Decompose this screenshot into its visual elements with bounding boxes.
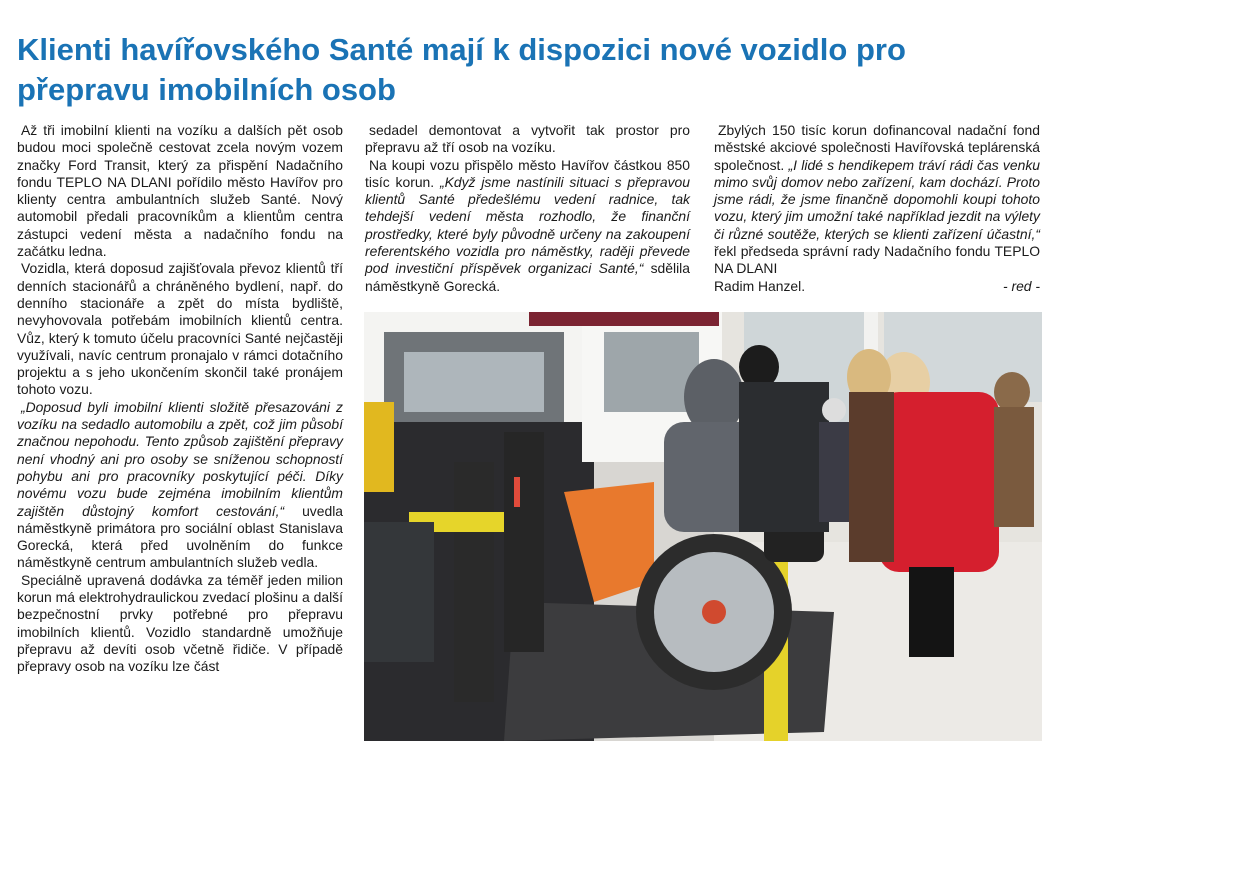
paragraph: Vozidla, která doposud zajišťovala převoz klientů tří denních stacionářů a chráněného bydlení, např. do denního stacionáře a zpět do místa bydliště, nevyhovovala potřebám imobilních klientů centra. Vůz, který k tomuto účelu pracovníci Santé nejčastěji využívali, navíc centrum pronajalo v rámci dotačního projektu a s jeho ukončením skončil také pronájem tohoto vozu. [17,260,343,398]
text: Zbylých 150 tisíc korun dofinancoval nadační fond městské akciové společnosti Havířovská teplárenská společnost. [714,122,1040,173]
paragraph [17,399,343,572]
editorial-tag: - red - [1002,277,1040,294]
paragraph: Až tři imobilní klienti na vozíku a dalších pět osob budou moci společně cestovat zcela novým vozem značky Ford Transit, který za přispění Nadačního fondu TEPLO NA DLANI pořídilo město Havířov pro klienty centra ambulantních služeb Santé. Nový automobil předali pracovníkům a klientům centra zástupci vedení města a nadačního fondu na začátku ledna. [17,122,343,260]
article-photo [364,312,1042,741]
article-column-1 [17,122,343,676]
paragraph: sedadel demontovat a vytvořit tak prostor pro přepravu až tří osob na vozíku. [365,122,690,156]
article-column-2 [365,122,690,295]
attribution: uvedla náměstkyně primátora pro sociální oblast Stanislava Gorecká, která před uvolněním do funkce náměstkyně centrum ambulantních služeb vedla. [17,502,344,571]
photo-illustration [364,312,1042,741]
quote: „Když jsme nastínili situaci s přepravou klientů Santé předešlému vedení radnice, tak tehdejší vedení města rozhodlo, že finanční prostředky, které byly původně určeny na zakoupení referentského vozidla pro náměstky, raději převede pod investiční příspěvek organizaci Santé,“ [365,173,690,277]
paragraph [714,122,1040,278]
quote: „Doposud byli imobilní klienti složitě přesazováni z vozíku na sedadlo automobilu a zpět, což jim působí značnou nepohodu. Tento způsob zajištění přepravy není vhodný ani pro osoby se sníženou schopností pohybu ani pro pracovníky poskytující péči. Díky novému vozu bude zejména imobilním klientům zajištěn důstojný komfort cestování,“ [17,398,343,519]
author-name: Radim Hanzel. [714,277,806,294]
paragraph: Speciálně upravená dodávka za téměř jeden milion korun má elektrohydraulickou zvedací plošinu a další bezpečnostní prvky potřebné pro přepravu imobilních klientů. Vozidlo standardně umožňuje přepravu až devíti osob včetně řidiče. V případě přepravy osob na vozíku lze část [17,571,343,675]
article-column-3 [714,122,1040,295]
attribution: sdělila náměstkyně Gorecká. [365,260,690,294]
article-headline: Klienti havířovského Santé mají k dispozici nové vozidlo pro přepravu imobilních osob [17,32,906,107]
attribution: řekl předseda správní rady Nadačního fondu TEPLO NA DLANI [714,243,1040,277]
quote: „I lidé s hendikepem tráví rádi čas venku mimo svůj domov nebo zařízení, kam dochází. Proto jsme rádi, že jsme finančně dopomohli koupi tohoto vozu, který jim umožní také například jezdit na výlety či různé soutěže, kterých se klienti zařízení účastní,“ [714,156,1040,242]
paragraph [365,157,690,295]
signature-line [714,278,1040,295]
text: Na koupi vozu přispělo město Havířov částkou 850 tisíc korun. [365,156,690,190]
